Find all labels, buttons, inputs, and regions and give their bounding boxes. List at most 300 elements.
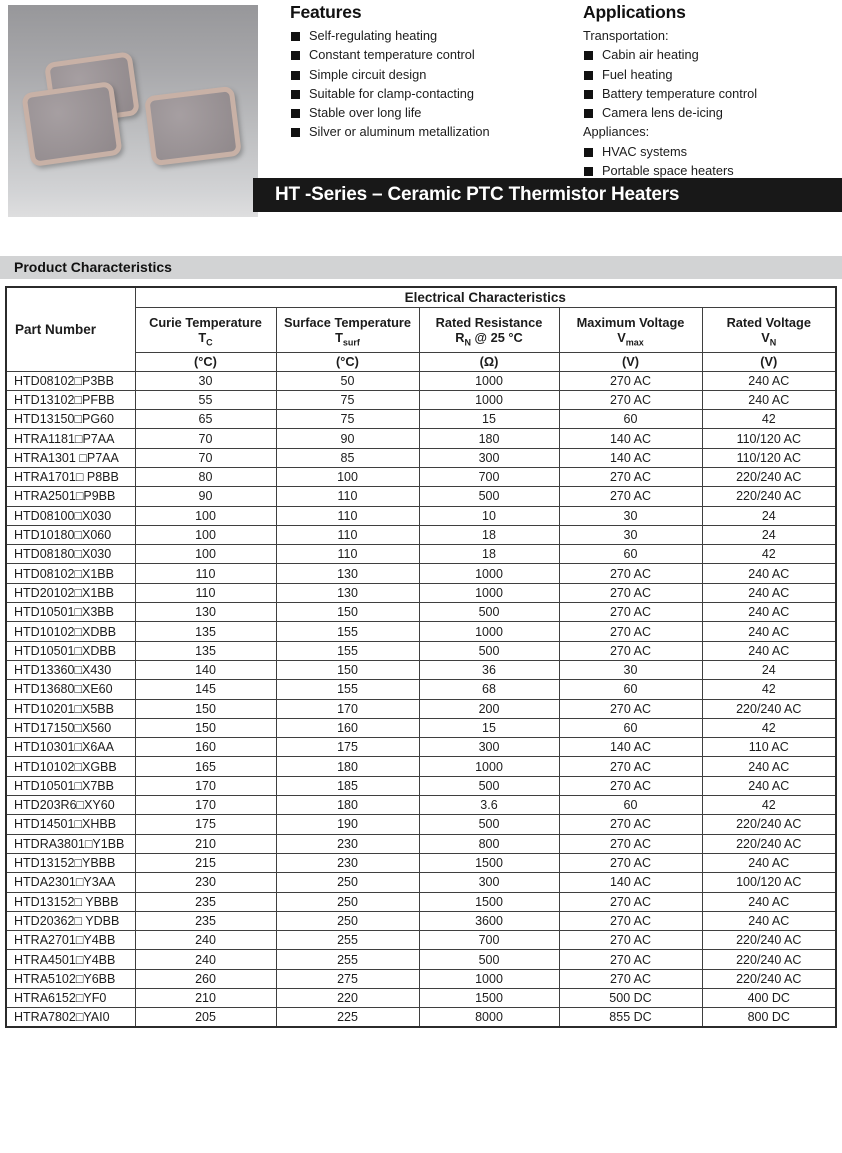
rated-voltage-cell: 400 DC — [702, 989, 836, 1008]
application-item — [583, 67, 839, 86]
part-number-cell: HTD20102□X1BB — [6, 583, 135, 602]
rated-resistance-cell: 800 — [419, 834, 559, 853]
bullet-square-icon — [584, 167, 593, 176]
part-number-cell: HTRA6152□YF0 — [6, 989, 135, 1008]
surface-temperature-cell: 185 — [276, 776, 419, 795]
part-number-cell: HTDRA3801□Y1BB — [6, 834, 135, 853]
rated-resistance-cell: 500 — [419, 487, 559, 506]
table-row — [6, 776, 836, 795]
column-header-surface-temperature: Surface Temperature $T_{surf}$ — [276, 307, 419, 352]
surface-temperature-cell: 50 — [276, 371, 419, 390]
table-row — [6, 931, 836, 950]
surface-temperature-cell: 180 — [276, 796, 419, 815]
rated-voltage-cell: 220/240 AC — [702, 815, 836, 834]
surface-temperature-cell: 75 — [276, 410, 419, 429]
application-item — [583, 28, 839, 47]
curie-temperature-cell: 170 — [135, 776, 276, 795]
surface-temperature-cell: 155 — [276, 680, 419, 699]
curie-temperature-cell: 165 — [135, 757, 276, 776]
application-item — [583, 144, 839, 163]
part-number-cell: HTRA7802□YAI0 — [6, 1008, 135, 1027]
maximum-voltage-cell: 855 DC — [559, 1008, 702, 1027]
table-row — [6, 969, 836, 988]
maximum-voltage-cell: 270 AC — [559, 776, 702, 795]
unit-max-voltage: (V) — [559, 352, 702, 371]
curie-temperature-cell: 130 — [135, 603, 276, 622]
surface-temperature-cell: 170 — [276, 699, 419, 718]
rated-voltage-cell: 110/120 AC — [702, 429, 836, 448]
table-row — [6, 583, 836, 602]
curie-temperature-cell: 90 — [135, 487, 276, 506]
curie-temperature-cell: 140 — [135, 660, 276, 679]
surface-temperature-cell: 190 — [276, 815, 419, 834]
part-number-cell: HTD10501□XDBB — [6, 641, 135, 660]
curie-temperature-cell: 70 — [135, 429, 276, 448]
rated-resistance-cell: 700 — [419, 467, 559, 486]
rated-resistance-cell: 300 — [419, 448, 559, 467]
surface-temperature-cell: 110 — [276, 545, 419, 564]
maximum-voltage-cell: 270 AC — [559, 969, 702, 988]
bullet-square-icon — [291, 128, 300, 137]
curie-temperature-cell: 100 — [135, 506, 276, 525]
table-row — [6, 892, 836, 911]
part-number-cell: HTRA1301 □P7AA — [6, 448, 135, 467]
rated-resistance-cell: 1500 — [419, 892, 559, 911]
part-number-cell: HTD203R6□XY60 — [6, 796, 135, 815]
rated-resistance-cell: 500 — [419, 641, 559, 660]
application-item — [583, 86, 839, 105]
unit-resistance: (Ω) — [419, 352, 559, 371]
rated-voltage-cell: 240 AC — [702, 911, 836, 930]
table-row — [6, 796, 836, 815]
maximum-voltage-cell: 270 AC — [559, 641, 702, 660]
surface-temperature-cell: 150 — [276, 660, 419, 679]
surface-temperature-cell: 100 — [276, 467, 419, 486]
table-row — [6, 873, 836, 892]
application-item-label: HVAC systems — [602, 143, 688, 159]
rated-voltage-cell: 110 AC — [702, 738, 836, 757]
surface-temperature-cell: 110 — [276, 487, 419, 506]
part-number-cell: HTRA5102□Y6BB — [6, 969, 135, 988]
rated-voltage-cell: 220/240 AC — [702, 467, 836, 486]
curie-temperature-cell: 80 — [135, 467, 276, 486]
table-row — [6, 410, 836, 429]
rated-resistance-cell: 1000 — [419, 390, 559, 409]
rated-voltage-cell: 240 AC — [702, 622, 836, 641]
rated-resistance-cell: 18 — [419, 525, 559, 544]
rated-resistance-cell: 500 — [419, 776, 559, 795]
table-row — [6, 757, 836, 776]
product-photo — [8, 5, 258, 217]
rated-resistance-cell: 1000 — [419, 622, 559, 641]
surface-temperature-cell: 230 — [276, 853, 419, 872]
bullet-square-icon — [584, 109, 593, 118]
bullet-square-icon — [291, 109, 300, 118]
bullet-square-icon — [291, 90, 300, 99]
features-section — [290, 2, 570, 144]
rated-resistance-cell: 1000 — [419, 564, 559, 583]
maximum-voltage-cell: 60 — [559, 718, 702, 737]
column-header-rated-resistance: Rated Resistance $R_N$ @ 25 °C — [419, 307, 559, 352]
curie-temperature-cell: 30 — [135, 371, 276, 390]
features-list — [290, 28, 570, 144]
rated-voltage-cell: 240 AC — [702, 583, 836, 602]
rated-voltage-cell: 220/240 AC — [702, 950, 836, 969]
symbol: $V_{max}$ — [617, 329, 644, 348]
unit-surface: (°C) — [276, 352, 419, 371]
maximum-voltage-cell: 140 AC — [559, 448, 702, 467]
surface-temperature-cell: 250 — [276, 892, 419, 911]
rated-voltage-cell: 42 — [702, 796, 836, 815]
table-row — [6, 448, 836, 467]
table-row — [6, 738, 836, 757]
table-row — [6, 660, 836, 679]
part-number-cell: HTD10301□X6AA — [6, 738, 135, 757]
maximum-voltage-cell: 270 AC — [559, 390, 702, 409]
curie-temperature-cell: 110 — [135, 564, 276, 583]
electrical-characteristics-header: Electrical Characteristics — [135, 287, 836, 307]
surface-temperature-cell: 180 — [276, 757, 419, 776]
application-item-label: Portable space heaters — [602, 163, 734, 179]
rated-voltage-cell: 42 — [702, 718, 836, 737]
part-number-header: Part Number — [6, 287, 135, 371]
curie-temperature-cell: 230 — [135, 873, 276, 892]
rated-resistance-cell: 1000 — [419, 969, 559, 988]
curie-temperature-cell: 65 — [135, 410, 276, 429]
curie-temperature-cell: 175 — [135, 815, 276, 834]
table-row — [6, 815, 836, 834]
bullet-square-icon — [584, 71, 593, 80]
rated-voltage-cell: 240 AC — [702, 892, 836, 911]
rated-resistance-cell: 8000 — [419, 1008, 559, 1027]
table-body — [6, 371, 836, 1027]
rated-resistance-cell: 300 — [419, 738, 559, 757]
curie-temperature-cell: 70 — [135, 448, 276, 467]
curie-temperature-cell: 135 — [135, 641, 276, 660]
part-number-cell: HTD13152□YBBB — [6, 853, 135, 872]
curie-temperature-cell: 205 — [135, 1008, 276, 1027]
part-number-cell: HTD10102□XDBB — [6, 622, 135, 641]
maximum-voltage-cell: 140 AC — [559, 873, 702, 892]
feature-item — [290, 28, 570, 47]
application-item-label: Appliances: — [583, 124, 650, 140]
surface-temperature-cell: 220 — [276, 989, 419, 1008]
maximum-voltage-cell: 270 AC — [559, 950, 702, 969]
part-number-cell: HTD08180□X030 — [6, 545, 135, 564]
curie-temperature-cell: 260 — [135, 969, 276, 988]
table-row — [6, 911, 836, 930]
rated-resistance-cell: 1500 — [419, 989, 559, 1008]
feature-item-label: Simple circuit design — [309, 66, 427, 82]
bullet-square-icon — [584, 51, 593, 60]
curie-temperature-cell: 235 — [135, 892, 276, 911]
rated-voltage-cell: 240 AC — [702, 390, 836, 409]
table-row — [6, 371, 836, 390]
part-number-cell: HTD08100□X030 — [6, 506, 135, 525]
maximum-voltage-cell: 500 DC — [559, 989, 702, 1008]
feature-item — [290, 47, 570, 66]
symbol: $T_C$ — [198, 329, 213, 348]
surface-temperature-cell: 255 — [276, 950, 419, 969]
rated-resistance-cell: 300 — [419, 873, 559, 892]
curie-temperature-cell: 135 — [135, 622, 276, 641]
feature-item-label: Silver or aluminum metallization — [309, 124, 490, 140]
curie-temperature-cell: 210 — [135, 834, 276, 853]
part-number-cell: HTRA4501□Y4BB — [6, 950, 135, 969]
symbol: $R_N$ @ 25 °C — [455, 329, 523, 348]
feature-item — [290, 86, 570, 105]
surface-temperature-cell: 230 — [276, 834, 419, 853]
rated-resistance-cell: 18 — [419, 545, 559, 564]
rated-resistance-cell: 500 — [419, 603, 559, 622]
table-row — [6, 545, 836, 564]
surface-temperature-cell: 255 — [276, 931, 419, 950]
maximum-voltage-cell: 60 — [559, 680, 702, 699]
table-row — [6, 834, 836, 853]
curie-temperature-cell: 235 — [135, 911, 276, 930]
maximum-voltage-cell: 30 — [559, 660, 702, 679]
rated-resistance-cell: 15 — [419, 410, 559, 429]
maximum-voltage-cell: 30 — [559, 506, 702, 525]
maximum-voltage-cell: 140 AC — [559, 738, 702, 757]
rated-resistance-cell: 500 — [419, 815, 559, 834]
table-row — [6, 467, 836, 486]
curie-temperature-cell: 100 — [135, 545, 276, 564]
rated-resistance-cell: 1000 — [419, 757, 559, 776]
curie-temperature-cell: 170 — [135, 796, 276, 815]
rated-resistance-cell: 1500 — [419, 853, 559, 872]
curie-temperature-cell: 150 — [135, 699, 276, 718]
feature-item-label: Suitable for clamp-contacting — [309, 85, 475, 101]
part-number-cell: HTD17150□X560 — [6, 718, 135, 737]
rated-voltage-cell: 240 AC — [702, 603, 836, 622]
rated-voltage-cell: 42 — [702, 545, 836, 564]
applications-title: Applications — [583, 2, 686, 22]
maximum-voltage-cell: 270 AC — [559, 699, 702, 718]
rated-voltage-cell: 42 — [702, 680, 836, 699]
ptc-heater-chip — [144, 86, 242, 166]
table-row — [6, 622, 836, 641]
application-item — [583, 47, 839, 66]
feature-item-label: Stable over long life — [309, 105, 422, 121]
part-number-cell: HTD10501□X7BB — [6, 776, 135, 795]
application-item-label: Fuel heating — [602, 66, 673, 82]
maximum-voltage-cell: 270 AC — [559, 757, 702, 776]
rated-resistance-cell: 200 — [419, 699, 559, 718]
surface-temperature-cell: 275 — [276, 969, 419, 988]
rated-resistance-cell: 68 — [419, 680, 559, 699]
part-number-cell: HTD13102□PFBB — [6, 390, 135, 409]
feature-item — [290, 124, 570, 143]
part-number-cell: HTD10201□X5BB — [6, 699, 135, 718]
part-number-cell: HTDA2301□Y3AA — [6, 873, 135, 892]
rated-resistance-cell: 3600 — [419, 911, 559, 930]
unit-curie: (°C) — [135, 352, 276, 371]
maximum-voltage-cell: 60 — [559, 796, 702, 815]
application-item — [583, 105, 839, 124]
feature-item-label: Constant temperature control — [309, 47, 475, 63]
table-row — [6, 429, 836, 448]
bullet-square-icon — [291, 51, 300, 60]
application-item-label: Camera lens de-icing — [602, 105, 723, 121]
maximum-voltage-cell: 270 AC — [559, 371, 702, 390]
rated-resistance-cell: 10 — [419, 506, 559, 525]
rated-resistance-cell: 15 — [419, 718, 559, 737]
curie-temperature-cell: 145 — [135, 680, 276, 699]
symbol: $V_N$ — [761, 329, 777, 348]
rated-voltage-cell: 240 AC — [702, 371, 836, 390]
table-row — [6, 853, 836, 872]
part-number-cell: HTD14501□XHBB — [6, 815, 135, 834]
part-number-cell: HTD10501□X3BB — [6, 603, 135, 622]
application-item — [583, 124, 839, 143]
surface-temperature-cell: 85 — [276, 448, 419, 467]
features-title: Features — [290, 2, 362, 22]
table-row — [6, 487, 836, 506]
table-row — [6, 1008, 836, 1027]
symbol: $T_{surf}$ — [335, 329, 360, 348]
part-number-cell: HTRA2501□P9BB — [6, 487, 135, 506]
curie-temperature-cell: 210 — [135, 989, 276, 1008]
part-number-cell: HTD08102□X1BB — [6, 564, 135, 583]
part-number-cell: HTD13150□PG60 — [6, 410, 135, 429]
bullet-square-icon — [584, 148, 593, 157]
part-number-cell: HTD20362□ YDBB — [6, 911, 135, 930]
curie-temperature-cell: 150 — [135, 718, 276, 737]
bullet-square-icon — [584, 90, 593, 99]
bullet-square-icon — [291, 32, 300, 41]
table-row — [6, 603, 836, 622]
table-row — [6, 390, 836, 409]
rated-voltage-cell: 42 — [702, 410, 836, 429]
rated-voltage-cell: 220/240 AC — [702, 969, 836, 988]
curie-temperature-cell: 55 — [135, 390, 276, 409]
surface-temperature-cell: 175 — [276, 738, 419, 757]
rated-voltage-cell: 240 AC — [702, 564, 836, 583]
curie-temperature-cell: 240 — [135, 950, 276, 969]
rated-voltage-cell: 24 — [702, 506, 836, 525]
rated-voltage-cell: 220/240 AC — [702, 931, 836, 950]
part-number-cell: HTD08102□P3BB — [6, 371, 135, 390]
table-row — [6, 641, 836, 660]
column-header-curie-temperature: Curie Temperature $T_C$ — [135, 307, 276, 352]
rated-voltage-cell: 240 AC — [702, 853, 836, 872]
maximum-voltage-cell: 270 AC — [559, 911, 702, 930]
maximum-voltage-cell: 140 AC — [559, 429, 702, 448]
surface-temperature-cell: 150 — [276, 603, 419, 622]
rated-voltage-cell: 220/240 AC — [702, 699, 836, 718]
surface-temperature-cell: 225 — [276, 1008, 419, 1027]
maximum-voltage-cell: 270 AC — [559, 853, 702, 872]
rated-resistance-cell: 500 — [419, 950, 559, 969]
maximum-voltage-cell: 270 AC — [559, 834, 702, 853]
curie-temperature-cell: 160 — [135, 738, 276, 757]
table-row — [6, 950, 836, 969]
maximum-voltage-cell: 270 AC — [559, 583, 702, 602]
rated-voltage-cell: 24 — [702, 525, 836, 544]
maximum-voltage-cell: 270 AC — [559, 622, 702, 641]
ptc-heater-chip — [21, 81, 122, 167]
section-title-bar: Product Characteristics — [0, 256, 842, 279]
part-number-cell: HTRA1181□P7AA — [6, 429, 135, 448]
feature-item — [290, 67, 570, 86]
rated-resistance-cell: 36 — [419, 660, 559, 679]
rated-voltage-cell: 220/240 AC — [702, 834, 836, 853]
curie-temperature-cell: 100 — [135, 525, 276, 544]
rated-voltage-cell: 240 AC — [702, 776, 836, 795]
series-title-banner: HT -Series – Ceramic PTC Thermistor Heaters — [253, 178, 842, 212]
rated-voltage-cell: 100/120 AC — [702, 873, 836, 892]
application-item-label: Battery temperature control — [602, 85, 758, 101]
rated-voltage-cell: 220/240 AC — [702, 487, 836, 506]
surface-temperature-cell: 110 — [276, 506, 419, 525]
surface-temperature-cell: 250 — [276, 873, 419, 892]
rated-resistance-cell: 1000 — [419, 371, 559, 390]
application-item-label: Cabin air heating — [602, 47, 699, 63]
surface-temperature-cell: 130 — [276, 564, 419, 583]
maximum-voltage-cell: 60 — [559, 410, 702, 429]
table-row — [6, 506, 836, 525]
surface-temperature-cell: 160 — [276, 718, 419, 737]
part-number-cell: HTD13680□XE60 — [6, 680, 135, 699]
rated-resistance-cell: 180 — [419, 429, 559, 448]
surface-temperature-cell: 250 — [276, 911, 419, 930]
curie-temperature-cell: 110 — [135, 583, 276, 602]
curie-temperature-cell: 240 — [135, 931, 276, 950]
unit-rated-voltage: (V) — [702, 352, 836, 371]
surface-temperature-cell: 155 — [276, 641, 419, 660]
maximum-voltage-cell: 60 — [559, 545, 702, 564]
part-number-cell: HTD13360□X430 — [6, 660, 135, 679]
column-header-maximum-voltage: Maximum Voltage $V_{max}$ — [559, 307, 702, 352]
table-row — [6, 680, 836, 699]
curie-temperature-cell: 215 — [135, 853, 276, 872]
column-header-rated-voltage: Rated Voltage $V_N$ — [702, 307, 836, 352]
surface-temperature-cell: 130 — [276, 583, 419, 602]
rated-voltage-cell: 240 AC — [702, 641, 836, 660]
feature-item — [290, 105, 570, 124]
rated-voltage-cell: 24 — [702, 660, 836, 679]
bullet-square-icon — [291, 71, 300, 80]
part-number-cell: HTRA2701□Y4BB — [6, 931, 135, 950]
maximum-voltage-cell: 270 AC — [559, 892, 702, 911]
maximum-voltage-cell: 270 AC — [559, 564, 702, 583]
rated-voltage-cell: 240 AC — [702, 757, 836, 776]
feature-item-label: Self-regulating heating — [309, 28, 438, 43]
rated-resistance-cell: 1000 — [419, 583, 559, 602]
product-characteristics-table — [5, 286, 837, 1028]
applications-list — [583, 28, 839, 182]
rated-voltage-cell: 800 DC — [702, 1008, 836, 1027]
table-row — [6, 564, 836, 583]
maximum-voltage-cell: 270 AC — [559, 603, 702, 622]
surface-temperature-cell: 90 — [276, 429, 419, 448]
maximum-voltage-cell: 270 AC — [559, 815, 702, 834]
table-row — [6, 525, 836, 544]
rated-resistance-cell: 700 — [419, 931, 559, 950]
maximum-voltage-cell: 270 AC — [559, 487, 702, 506]
table-row — [6, 989, 836, 1008]
surface-temperature-cell: 75 — [276, 390, 419, 409]
rated-resistance-cell: 3.6 — [419, 796, 559, 815]
table-row — [6, 699, 836, 718]
surface-temperature-cell: 155 — [276, 622, 419, 641]
application-item-label: Transportation: — [583, 28, 669, 43]
part-number-cell: HTRA1701□ P8BB — [6, 467, 135, 486]
part-number-cell: HTD13152□ YBBB — [6, 892, 135, 911]
maximum-voltage-cell: 270 AC — [559, 931, 702, 950]
maximum-voltage-cell: 30 — [559, 525, 702, 544]
